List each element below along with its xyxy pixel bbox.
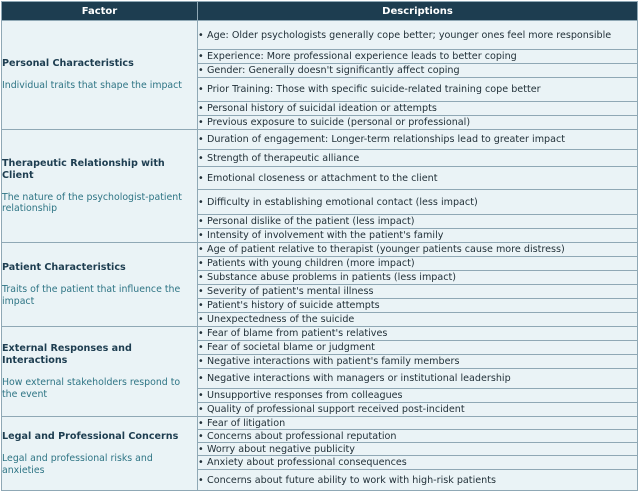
descriptions-header: Descriptions bbox=[198, 2, 638, 21]
bullet-icon: • bbox=[198, 134, 204, 145]
description-item: • Age of patient relative to therapist (younger patients cause more distress) bbox=[198, 243, 638, 257]
bullet-icon: • bbox=[198, 51, 204, 62]
description-item: • Substance abuse problems in patients (less impact) bbox=[198, 271, 638, 285]
bullet-icon: • bbox=[198, 216, 204, 227]
factor-cell-personal bbox=[2, 21, 198, 130]
bullet-icon: • bbox=[198, 342, 204, 353]
bullet-icon: • bbox=[198, 84, 204, 95]
factor-title: Personal Characteristics bbox=[2, 58, 134, 70]
description-item: • Worry about negative publicity bbox=[198, 443, 638, 456]
bullet-icon: • bbox=[198, 314, 204, 325]
description-item: • Negative interactions with managers or institutional leadership bbox=[198, 369, 638, 389]
table-row bbox=[2, 130, 638, 150]
table-row bbox=[2, 243, 638, 257]
header-row bbox=[2, 2, 638, 21]
factor-header: Factor bbox=[2, 2, 198, 21]
description-item: • Personal dislike of the patient (less impact) bbox=[198, 215, 638, 229]
bullet-icon: • bbox=[198, 300, 204, 311]
bullet-icon: • bbox=[198, 172, 204, 184]
description-item: • Age: Older psychologists generally cope better; younger ones feel more responsible bbox=[198, 21, 638, 50]
description-item: • Fear of blame from patient's relatives bbox=[198, 327, 638, 341]
description-item: • Previous exposure to suicide (personal or professional) bbox=[198, 116, 638, 130]
bullet-icon: • bbox=[198, 29, 204, 41]
bullet-icon: • bbox=[198, 417, 204, 429]
description-item: • Experience: More professional experience leads to better coping bbox=[198, 50, 638, 64]
bullet-icon: • bbox=[198, 286, 204, 297]
bullet-icon: • bbox=[198, 404, 204, 415]
bullet-icon: • bbox=[198, 244, 204, 255]
table-row bbox=[2, 417, 638, 430]
description-item: • Strength of therapeutic alliance bbox=[198, 150, 638, 167]
bullet-icon: • bbox=[198, 430, 204, 442]
bullet-icon: • bbox=[198, 373, 204, 384]
factor-title: Therapeutic Relationship with Client bbox=[2, 157, 165, 181]
bullet-icon: • bbox=[198, 443, 204, 455]
factor-cell-patient bbox=[2, 243, 198, 327]
bullet-icon: • bbox=[198, 65, 204, 76]
description-item: • Fear of litigation bbox=[198, 417, 638, 430]
factor-subtitle: The nature of the psychologist-patient relationship bbox=[2, 191, 182, 214]
bullet-icon: • bbox=[198, 117, 204, 128]
factor-title: External Responses and Interactions bbox=[2, 343, 132, 366]
bullet-icon: • bbox=[198, 152, 204, 164]
factor-subtitle: Traits of the patient that influence the impact bbox=[2, 284, 181, 307]
description-item: • Gender: Generally doesn't significantly affect coping bbox=[198, 64, 638, 78]
bullet-icon: • bbox=[198, 356, 204, 367]
description-item: • Emotional closeness or attachment to the client bbox=[198, 167, 638, 190]
bullet-icon: • bbox=[198, 258, 204, 269]
description-item: • Unexpectedness of the suicide bbox=[198, 313, 638, 327]
bullet-icon: • bbox=[198, 474, 204, 486]
bullet-icon: • bbox=[198, 457, 204, 468]
bullet-icon: • bbox=[198, 390, 204, 401]
table-row bbox=[2, 327, 638, 341]
description-item: • Intensity of involvement with the patient's family bbox=[198, 229, 638, 243]
description-item: • Unsupportive responses from colleagues bbox=[198, 389, 638, 403]
factor-cell-therapeutic bbox=[2, 130, 198, 243]
description-item: • Concerns about professional reputation bbox=[198, 430, 638, 443]
factor-cell-external bbox=[2, 327, 198, 417]
factor-title: Patient Characteristics bbox=[2, 262, 126, 273]
description-item: • Difficulty in establishing emotional contact (less impact) bbox=[198, 190, 638, 215]
description-item: • Duration of engagement: Longer-term relationships lead to greater impact bbox=[198, 130, 638, 150]
description-item: • Patients with young children (more impact) bbox=[198, 257, 638, 271]
factor-subtitle: Individual traits that shape the impact bbox=[2, 80, 182, 92]
bullet-icon: • bbox=[198, 230, 204, 241]
description-item: • Prior Training: Those with specific suicide-related training cope better bbox=[198, 78, 638, 102]
factors-table bbox=[1, 1, 638, 491]
description-item: • Anxiety about professional consequences bbox=[198, 456, 638, 470]
description-item: • Fear of societal blame or judgment bbox=[198, 341, 638, 355]
bullet-icon: • bbox=[198, 272, 204, 283]
description-item: • Negative interactions with patient's family members bbox=[198, 355, 638, 369]
bullet-icon: • bbox=[198, 328, 204, 339]
factor-cell-legal bbox=[2, 417, 198, 491]
bullet-icon: • bbox=[198, 103, 204, 114]
description-item: • Concerns about future ability to work with high-risk patients bbox=[198, 470, 638, 491]
description-item: • Quality of professional support received post-incident bbox=[198, 403, 638, 417]
table-row bbox=[2, 21, 638, 50]
description-item: • Personal history of suicidal ideation or attempts bbox=[198, 102, 638, 116]
description-item: • Severity of patient's mental illness bbox=[198, 285, 638, 299]
factor-title: Legal and Professional Concerns bbox=[2, 431, 179, 442]
bullet-icon: • bbox=[198, 196, 204, 208]
factor-subtitle: Legal and professional risks and anxieties bbox=[2, 453, 153, 476]
factor-subtitle: How external stakeholders respond to the event bbox=[2, 377, 181, 400]
description-item: • Patient's history of suicide attempts bbox=[198, 299, 638, 313]
